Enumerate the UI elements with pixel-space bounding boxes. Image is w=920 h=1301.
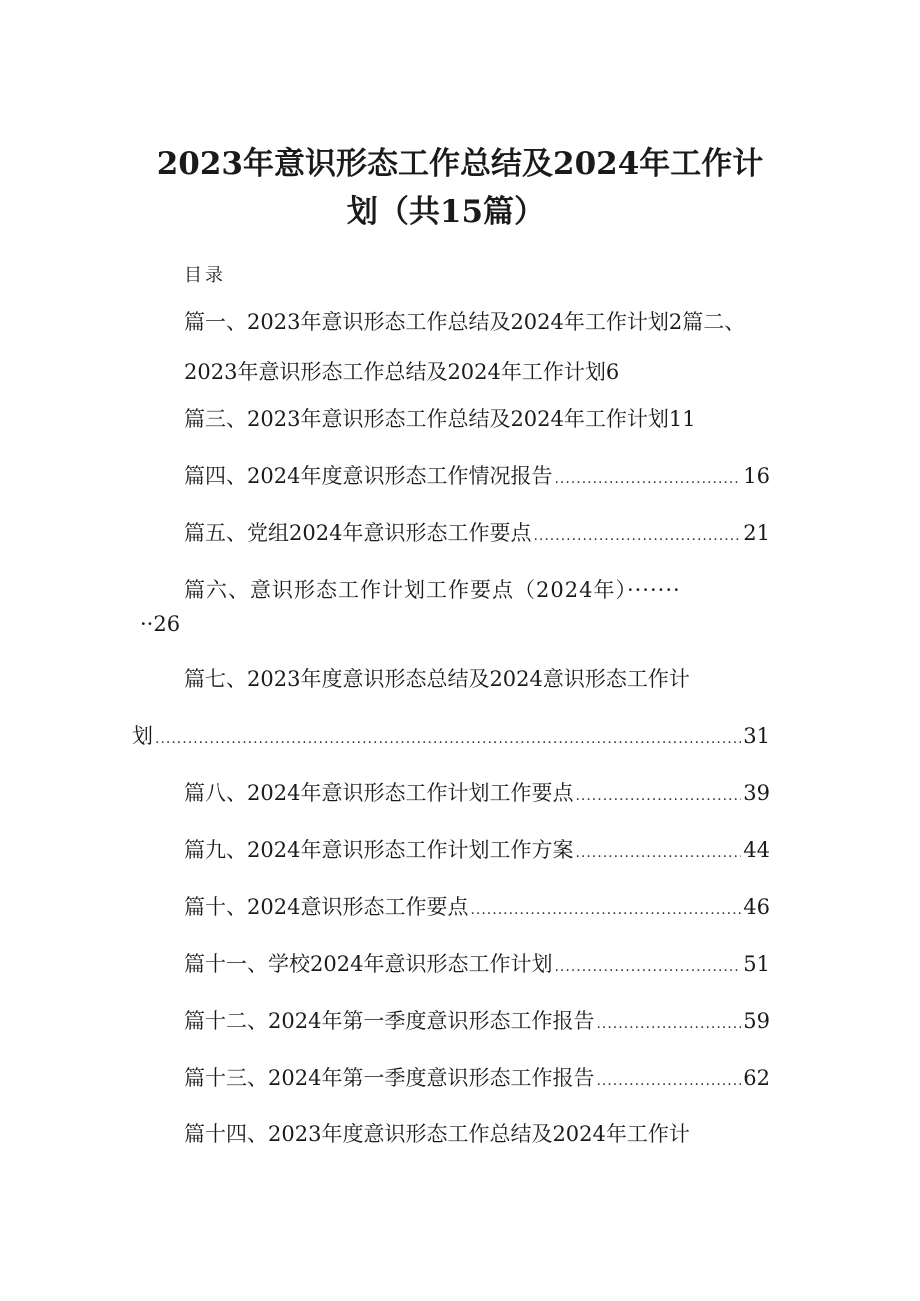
toc-entry-6-line-1[interactable]: 篇六、意识形态工作计划工作要点（2024年）·······	[184, 578, 681, 602]
title-line-2: 划（共15篇）	[346, 194, 546, 230]
toc-entry-9[interactable]	[184, 835, 770, 868]
toc-leader-dots	[596, 1066, 741, 1096]
toc-entry-title: 篇九、2024年意识形态工作计划工作方案	[184, 838, 574, 862]
toc-entry-title: 篇十三、2024年第一季度意识形态工作报告	[184, 1066, 595, 1090]
toc-leader-dots	[470, 895, 741, 925]
toc-entry-1-2-line-2[interactable]: 2023年意识形态工作总结及2024年工作计划6	[184, 360, 620, 384]
toc-entry-page: 21	[743, 521, 770, 545]
toc-entry-page: 31	[743, 724, 770, 748]
toc-entry-13[interactable]	[184, 1063, 770, 1096]
toc-leader-dots	[533, 521, 741, 551]
toc-entry-title: 篇四、2024年度意识形态工作情况报告	[184, 464, 553, 488]
toc-entry-3[interactable]: 篇三、2023年意识形态工作总结及2024年工作计划11	[184, 407, 696, 431]
toc-entry-title: 划	[132, 724, 153, 748]
title-line-1: 2023年意识形态工作总结及2024年工作计	[156, 146, 764, 182]
toc-label: 目录	[184, 265, 226, 286]
toc-entry-title: 篇十一、学校2024年意识形态工作计划	[184, 952, 553, 976]
toc-leader-dots	[155, 724, 741, 754]
toc-entry-4[interactable]	[184, 461, 770, 494]
toc-entry-12[interactable]	[184, 1006, 770, 1039]
toc-entry-1-2-line-1[interactable]: 篇一、2023年意识形态工作总结及2024年工作计划2篇二、	[184, 310, 746, 334]
toc-entry-title: 篇十、2024意识形态工作要点	[184, 895, 469, 919]
toc-leader-dots	[575, 781, 741, 811]
toc-entry-10[interactable]	[184, 892, 770, 925]
toc-entry-5[interactable]	[184, 518, 770, 551]
toc-entry-page: 44	[743, 838, 770, 862]
toc-leader-dots	[596, 1009, 741, 1039]
toc-leader-dots	[575, 838, 741, 868]
toc-entry-page: 16	[743, 464, 770, 488]
toc-entry-page: 46	[743, 895, 770, 919]
toc-entry-page: 51	[743, 952, 770, 976]
toc-leader-dots	[554, 952, 741, 982]
toc-entry-14-line-1[interactable]: 篇十四、2023年度意识形态工作总结及2024年工作计	[184, 1122, 690, 1146]
toc-entry-8[interactable]	[184, 778, 770, 811]
toc-entry-title: 篇五、党组2024年意识形态工作要点	[184, 521, 532, 545]
toc-entry-7-line-2[interactable]	[132, 721, 770, 754]
toc-entry-title: 篇十二、2024年第一季度意识形态工作报告	[184, 1009, 595, 1033]
toc-entry-title: 篇八、2024年意识形态工作计划工作要点	[184, 781, 574, 805]
toc-leader-dots	[554, 464, 741, 494]
toc-entry-page: 59	[743, 1009, 770, 1033]
toc-entry-page: 39	[743, 781, 770, 805]
toc-entry-6-line-2[interactable]: ··26	[140, 612, 181, 636]
toc-entry-page: 62	[743, 1066, 770, 1090]
toc-entry-7-line-1[interactable]: 篇七、2023年度意识形态总结及2024意识形态工作计	[184, 667, 690, 691]
toc-entry-11[interactable]	[184, 949, 770, 982]
